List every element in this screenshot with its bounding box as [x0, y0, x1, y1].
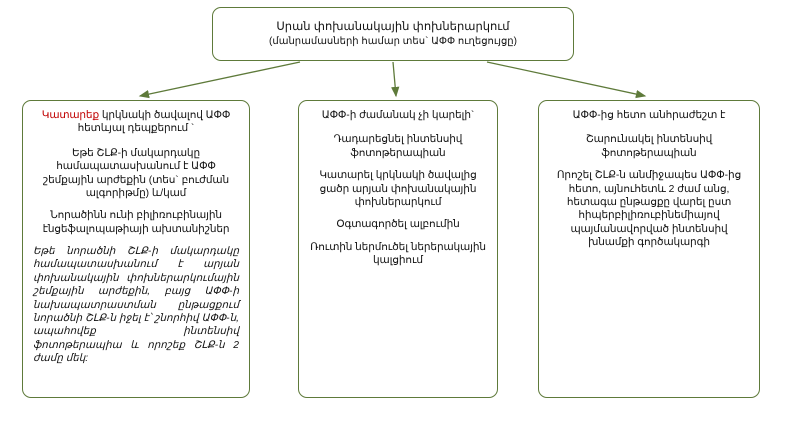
left-heading — [33, 109, 239, 136]
left-item-3: Եթե նորածնի ՇԼՔ-ի մակարդակը համապատասխանում է արյան փոխանակային փոխներարկումային շեմքային արժեքին, բայց ԱՓՓ-ի նախապատրաստման ընթացքում նորածնի ՇԼՔ-ն իջել է՝ շնորհիվ ԱՓՓ-ն, ապահովեք ինտենսիվ ֆոտոթերապիա և որոշեք ՇԼՔ-ն 2 ժամը մեկ: — [33, 246, 239, 364]
left-item-2: Նորածինն ունի բիլիռուբինային էնցեֆալոպաթիայի ախտանիշներ — [42, 210, 230, 235]
left-item-1: Եթե ՇԼՔ-ի մակարդակը համապատասխանում է ԱՓՓ շեմքային արժեքին (տես` բուժման ալգորիթմը) և/կամ — [43, 147, 229, 199]
left-column-node — [22, 100, 250, 398]
top-node-title: Սրան փոխանակային փոխներարկում — [276, 20, 510, 33]
right-item-1: Շարունակել ինտենսիվ ֆոտոթերապիան — [585, 134, 713, 159]
arrow-to-left-column — [140, 62, 300, 96]
right-item-2: Որոշել ՇԼՔ-ն անմիջապես ԱՓՓ-ից հետո, այնուհետև 2 ժամ անց, հետագա ընթացքը վարել ըստ հիպերբիլիռուբինեմիայով պայմանավորված ինտենսիվ խնամքի գործակարգի — [556, 170, 742, 248]
middle-column-node — [298, 100, 498, 398]
left-heading-highlight: Կատարեք — [41, 110, 100, 121]
middle-item-3: Օգտագործել ալբումին — [336, 219, 460, 231]
middle-item-2: Կատարել կրկնակի ծավալից ցածր արյան փոխանակային փոխներարկում — [319, 170, 477, 208]
middle-item-4: Ռուտին ներմուծել ներերակային կալցիում — [310, 241, 486, 266]
arrow-to-middle-column — [393, 62, 396, 96]
middle-item-1: Դադարեցնել ինտենսիվ ֆոտոթերապիան — [333, 134, 463, 159]
left-heading-rest: կրկնակի ծավալով ԱՓՓ հետևյալ դեպքերում ` — [77, 110, 231, 135]
middle-heading: ԱՓՓ-ի ժամանակ չի կարելի` — [321, 110, 475, 121]
right-column-node — [538, 100, 760, 398]
arrow-to-right-column — [487, 62, 645, 96]
top-node-subtitle: (մանրամասների համար տես` ԱՓՓ ուղեցույցը) — [269, 35, 517, 47]
right-heading: ԱՓՓ-ից հետո անհրաժեշտ է — [572, 110, 726, 121]
top-node — [212, 7, 574, 61]
